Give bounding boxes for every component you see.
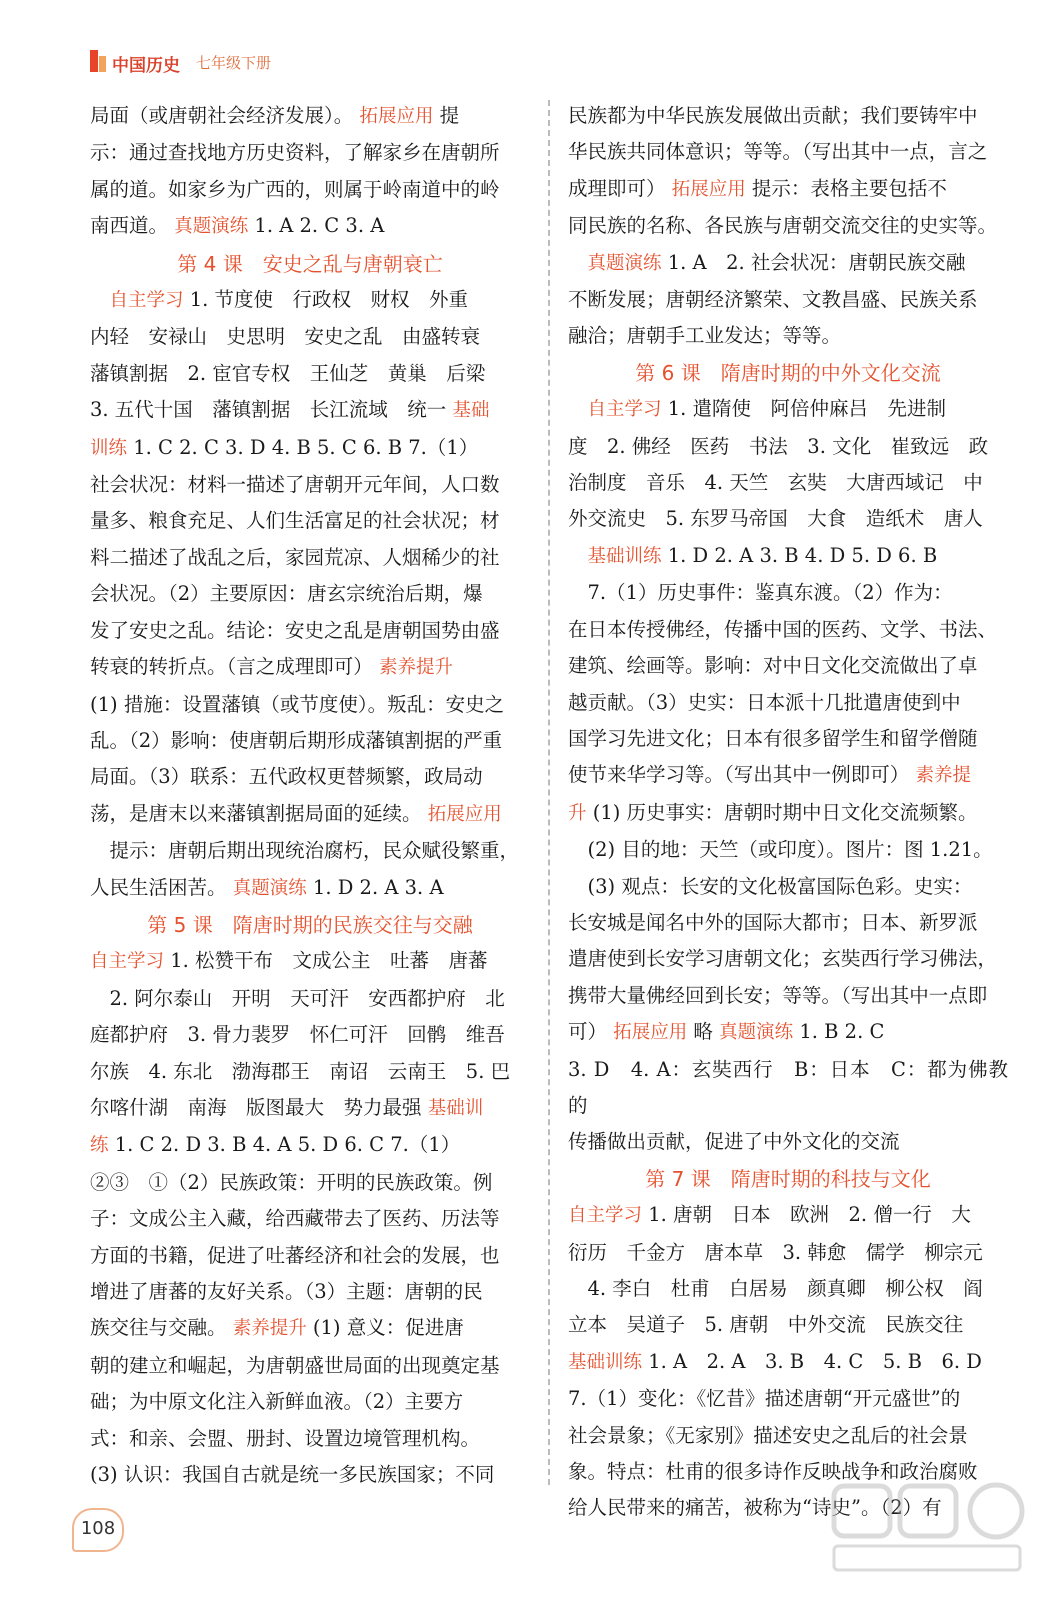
text-line: 会状况。（2）主要原因：唐玄宗统治后期，爆 <box>90 582 483 606</box>
section-tag: 自主学习 <box>90 951 165 973</box>
text-line: 础；为中原文化注入新鲜血液。（2）主要方 <box>90 1390 464 1414</box>
text-line: 象。特点：杜甫的很多诗作反映战争和政治腐败 <box>568 1460 978 1484</box>
section-tag: 自主学习 <box>587 399 662 421</box>
text-line: 建筑、绘画等。影响：对中日文化交流做出了卓 <box>568 654 978 678</box>
text-line: (3) 观点：长安的文化极富国际色彩。史实： <box>568 874 973 898</box>
text-line: (3) 认识：我国自古就是统一多民族国家；不同 <box>90 1463 495 1487</box>
text-line: 遣唐使到长安学习唐朝文化；玄奘西行学习佛法， <box>568 947 998 971</box>
text-line: (1) 措施：设置藩镇（或节度使）。叛乱：安史之 <box>90 692 505 716</box>
text-line: 使节来华学习等。（写出其中一例即可） 素养提 <box>568 763 971 787</box>
text-line: 乱。（2）影响：使唐朝后期形成藩镇割据的严重 <box>90 728 503 752</box>
text-line: 自主学习 1. 唐朝 日本 欧洲 2. 僧一行 大 <box>568 1203 971 1227</box>
grade-label: 七年级下册 <box>196 54 272 72</box>
section-tag: 练 <box>90 1135 109 1157</box>
text-line: 发了安史之乱。结论：安史之乱是唐朝国势由盛 <box>90 618 500 642</box>
text-line: 3. 五代十国 藩镇割据 长江流域 统一 基础 <box>90 398 490 422</box>
text-line: 尔喀什湖 南海 版图最大 势力最强 基础训 <box>90 1095 484 1119</box>
lesson-title: 第 7 课 隋唐时期的科技与文化 <box>645 1166 931 1191</box>
section-tag: 基础训 <box>427 1097 484 1119</box>
text-line: 国学习先进文化；日本有很多留学生和留学僧随 <box>568 726 978 750</box>
text-line: 属的道。如家乡为广西的，则属于岭南道中的岭 <box>90 177 500 201</box>
section-tag: 拓展应用 <box>359 106 434 127</box>
text-line: 治制度 音乐 4. 天竺 玄奘 大唐西域记 中 <box>568 471 983 495</box>
text-line: 同民族的名称、各民族与唐朝交流交往的史实等。 <box>568 214 998 238</box>
text-line: 立本 吴道子 5. 唐朝 中外交流 民族交往 <box>568 1313 964 1337</box>
text-line: 7.（1）历史事件：鉴真东渡。（2）作为： <box>568 581 953 605</box>
section-tag: 素养提升 <box>232 1318 307 1340</box>
text-line: 式：和亲、会盟、册封、设置边境管理机构。 <box>90 1426 481 1450</box>
text-line: 不断发展；唐朝经济繁荣、文教昌盛、民族关系 <box>568 288 978 312</box>
text-line: 民族都为中华民族发展做出贡献；我们要铸牢中 <box>568 104 978 127</box>
text-line: 庭都护府 3. 骨力裴罗 怀仁可汗 回鹘 维吾 <box>90 1023 505 1047</box>
section-tag: 训练 <box>90 437 128 459</box>
page-number: 108 <box>72 1508 124 1552</box>
text-line: 可） 拓展应用 略 真题演练 1. B 2. C <box>568 1020 885 1044</box>
text-line: 越贡献。（3）史实：日本派十几批遣唐使到中 <box>568 690 961 714</box>
text-line: 社会景象；《无家别》描述安史之乱后的社会景 <box>568 1423 968 1447</box>
text-line: 局面（或唐朝社会经济发展）。 拓展应用 提 <box>90 104 460 127</box>
text-line: 长安城是闻名中外的国际大都市；日本、新罗派 <box>568 910 978 934</box>
section-tag: 真题演练 <box>174 216 249 238</box>
section-tag: 真题演练 <box>232 877 307 899</box>
text-line: 基础训练 1. D 2. A 3. B 4. D 5. D 6. B <box>587 543 938 567</box>
text-line: 度 2. 佛经 医药 书法 3. 文化 崔致远 政 <box>568 434 989 458</box>
text-line: 示：通过查找地方历史资料，了解家乡在唐朝所 <box>90 141 500 165</box>
text-line: 成理即可） 拓展应用 提示：表格主要包括不 <box>568 176 947 200</box>
text-line: 给人民带来的痛苦，被称为“诗史”。（2）有 <box>568 1496 942 1520</box>
section-tag: 素养提 <box>915 765 971 787</box>
text-line: 料二描述了战乱之后，家园荒凉、人烟稀少的社 <box>90 545 500 569</box>
lesson-title: 第 6 课 隋唐时期的中外文化交流 <box>635 360 941 385</box>
text-line: 方面的书籍，促进了吐蕃经济和社会的发展，也 <box>90 1243 500 1267</box>
text-line: 练 1. C 2. D 3. B 4. A 5. D 6. C 7.（1） <box>90 1133 461 1157</box>
section-tag: 真题演练 <box>719 1022 794 1044</box>
text-line: 融洽；唐朝手工业发达；等等。 <box>568 324 842 348</box>
text-line: 内轻 安禄山 史思明 安史之乱 由盛转衰 <box>90 325 481 349</box>
section-tag: 拓展应用 <box>427 803 502 825</box>
subject-title: 中国历史 <box>112 56 180 76</box>
text-line: 社会状况：材料一描述了唐朝开元年间，人口数 <box>90 473 500 497</box>
section-tag: 基础训练 <box>587 545 662 567</box>
lesson-title: 第 5 课 隋唐时期的民族交往与交融 <box>147 912 473 937</box>
page-header <box>90 48 690 76</box>
section-tag: 拓展应用 <box>671 178 746 200</box>
section-tag: 自主学习 <box>109 290 184 312</box>
text-line: 荡，是唐末以来藩镇割据局面的延续。 拓展应用 <box>90 801 502 825</box>
column-divider <box>548 100 550 1485</box>
text-line: 自主学习 1. 遣隋使 阿倍仲麻吕 先进制 <box>587 397 947 421</box>
text-line: 在日本传授佛经，传播中国的医药、文学、书法、 <box>568 617 998 641</box>
text-line: 尔族 4. 东北 渤海郡王 南诏 云南王 5. 巴 <box>90 1059 511 1083</box>
watermark-logo-icon <box>830 1478 1030 1578</box>
text-line: 4. 李白 杜甫 白居易 颜真卿 柳公权 阎 <box>568 1277 983 1300</box>
section-tag: 真题演练 <box>587 252 662 274</box>
text-line: 携带大量佛经回到长安；等等。（写出其中一点即 <box>568 983 988 1007</box>
text-line: 量多、粮食充足、人们生活富足的社会状况；材 <box>90 509 500 533</box>
text-line: 南西道。 真题演练 1. A 2. C 3. A <box>90 214 385 238</box>
text-line: 基础训练 1. A 2. A 3. B 4. C 5. B 6. D <box>568 1349 982 1373</box>
text-line: 传播做出贡献，促进了中外文化的交流 <box>568 1130 900 1154</box>
text-line: 藩镇割据 2. 宦官专权 王仙芝 黄巢 后梁 <box>90 361 486 385</box>
text-line: ②③ ①（2）民族政策：开明的民族政策。例 <box>90 1170 493 1194</box>
text-line: (2) 目的地：天竺（或印度）。图片：图 1.21。 <box>568 838 993 862</box>
section-tag: 基础训练 <box>568 1351 643 1373</box>
text-line: 2. 阿尔泰山 开明 天可汗 安西都护府 北 <box>90 986 505 1010</box>
text-line: 转衰的转折点。（言之成理即可） 素养提升 <box>90 655 453 679</box>
text-line: 人民生活困苦。 真题演练 1. D 2. A 3. A <box>90 875 444 899</box>
text-line: 族交往与交融。 素养提升 (1) 意义：促进唐 <box>90 1316 464 1340</box>
text-line: 升 (1) 历史事实：唐朝时期中日文化交流频繁。 <box>568 800 978 824</box>
text-line: 提示：唐朝后期出现统治腐朽，民众赋役繁重， <box>90 839 520 863</box>
text-line: 朝的建立和崛起，为唐朝盛世局面的出现奠定基 <box>90 1353 500 1377</box>
section-tag: 基础 <box>452 400 490 422</box>
section-tag: 素养提升 <box>378 657 453 679</box>
text-line: 衍历 千金方 唐本草 3. 韩愈 儒学 柳宗元 <box>568 1240 983 1264</box>
text-line: 训练 1. C 2. C 3. D 4. B 5. C 6. B 7.（1） <box>90 435 479 459</box>
text-line: 局面。（3）联系：五代政权更替频繁，政局动 <box>90 765 483 789</box>
text-line: 7.（1）变化：《忆昔》描述唐朝“开元盛世”的 <box>568 1387 961 1411</box>
text-line: 自主学习 1. 节度使 行政权 财权 外重 <box>109 288 469 312</box>
right-column <box>568 98 1008 1527</box>
text-line: 子：文成公主入藏，给西藏带去了医药、历法等 <box>90 1207 500 1231</box>
section-tag: 升 <box>568 802 587 824</box>
left-column <box>90 98 530 1493</box>
book-logo-icon <box>90 50 106 72</box>
text-line: 3. D 4. A：玄奘西行 B：日本 C：都为佛教的 <box>568 1057 1008 1117</box>
section-tag: 自主学习 <box>568 1205 643 1227</box>
text-line: 自主学习 1. 松赞干布 文成公主 吐蕃 唐蕃 <box>90 949 488 973</box>
lesson-title: 第 4 课 安史之乱与唐朝衰亡 <box>177 251 443 276</box>
text-line: 华民族共同体意识；等等。（写出其中一点，言之 <box>568 140 988 164</box>
text-line: 增进了唐蕃的友好关系。（3）主题：唐朝的民 <box>90 1280 483 1303</box>
section-tag: 拓展应用 <box>613 1022 688 1044</box>
text-line: 外交流史 5. 东罗马帝国 大食 造纸术 唐人 <box>568 507 983 531</box>
text-line: 真题演练 1. A 2. 社会状况：唐朝民族交融 <box>587 250 966 274</box>
